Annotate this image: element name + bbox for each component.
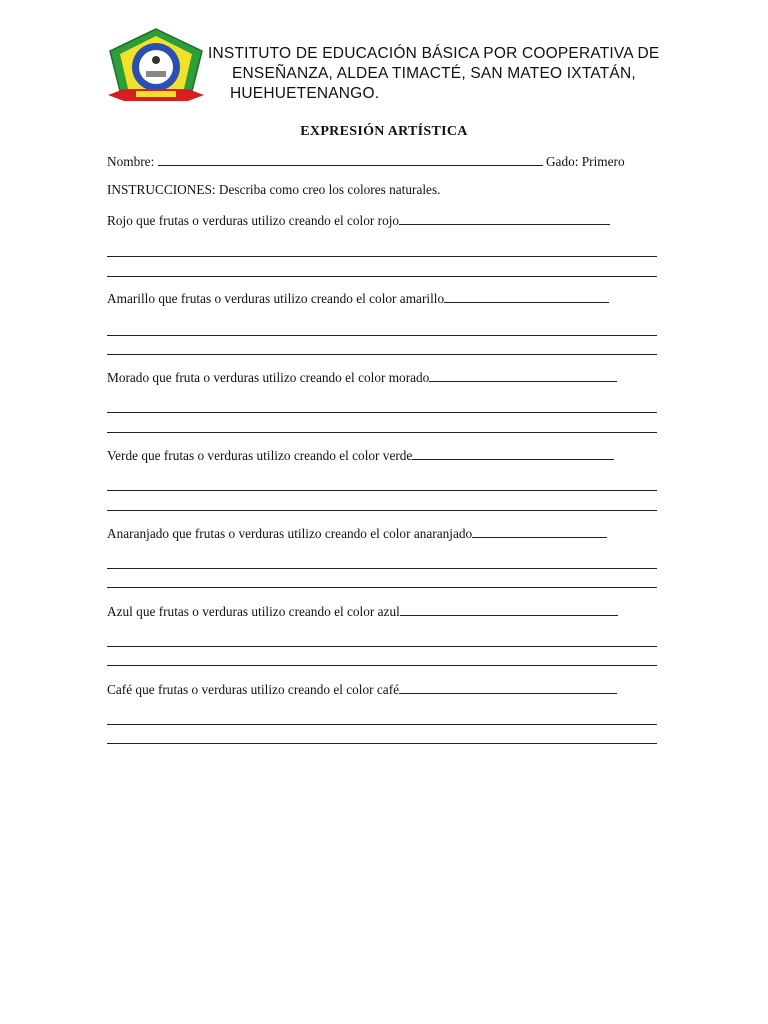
answer-blank[interactable]	[472, 525, 607, 538]
question-text: Azul que frutas o verduras utilizo creando el color azul	[107, 604, 400, 619]
answer-line[interactable]	[107, 276, 657, 277]
page-title: EXPRESIÓN ARTÍSTICA	[300, 124, 468, 139]
name-row	[107, 153, 625, 170]
answer-line[interactable]	[107, 490, 657, 491]
answer-blank[interactable]	[399, 681, 617, 694]
school-crest-icon	[106, 27, 206, 107]
question-row	[107, 447, 614, 464]
answer-line[interactable]	[107, 568, 657, 569]
answer-blank[interactable]	[429, 369, 617, 382]
answer-line[interactable]	[107, 412, 657, 413]
question-text: Anaranjado que frutas o verduras utilizo creando el color anaranjado	[107, 526, 473, 541]
answer-blank[interactable]	[444, 290, 609, 303]
question-row	[107, 681, 617, 698]
question-row	[107, 369, 617, 386]
question-row	[107, 525, 607, 542]
school-header	[208, 44, 678, 104]
answer-line[interactable]	[107, 724, 657, 725]
answer-line[interactable]	[107, 665, 657, 666]
answer-line[interactable]	[107, 510, 657, 511]
answer-blank[interactable]	[400, 603, 618, 616]
question-row	[107, 603, 618, 620]
answer-line[interactable]	[107, 256, 657, 257]
header-line-1: INSTITUTO DE EDUCACIÓN BÁSICA POR COOPERATIVA DE	[208, 45, 660, 62]
answer-line[interactable]	[107, 743, 657, 744]
grade-label: Gado: Primero	[545, 154, 625, 169]
answer-line[interactable]	[107, 587, 657, 588]
answer-blank[interactable]	[412, 447, 614, 460]
answer-line[interactable]	[107, 432, 657, 433]
name-label: Nombre:	[107, 154, 155, 169]
answer-blank[interactable]	[399, 212, 610, 225]
header-line-2: ENSEÑANZA, ALDEA TIMACTÉ, SAN MATEO IXTATÁN,	[232, 65, 636, 82]
header-line-3: HUEHUETENANGO.	[230, 85, 380, 102]
instructions: INSTRUCCIONES: Describa como creo los colores naturales.	[107, 182, 441, 197]
answer-line[interactable]	[107, 354, 657, 355]
name-field[interactable]	[158, 153, 543, 166]
question-text: Café que frutas o verduras utilizo creando el color café	[107, 682, 400, 697]
question-row	[107, 290, 609, 307]
question-text: Verde que frutas o verduras utilizo creando el color verde	[107, 448, 413, 463]
question-text: Amarillo que frutas o verduras utilizo creando el color amarillo	[107, 291, 445, 306]
answer-line[interactable]	[107, 335, 657, 336]
answer-line[interactable]	[107, 646, 657, 647]
question-row	[107, 212, 610, 229]
question-text: Morado que fruta o verduras utilizo creando el color morado	[107, 370, 430, 385]
question-text: Rojo que frutas o verduras utilizo creando el color rojo	[107, 213, 400, 228]
